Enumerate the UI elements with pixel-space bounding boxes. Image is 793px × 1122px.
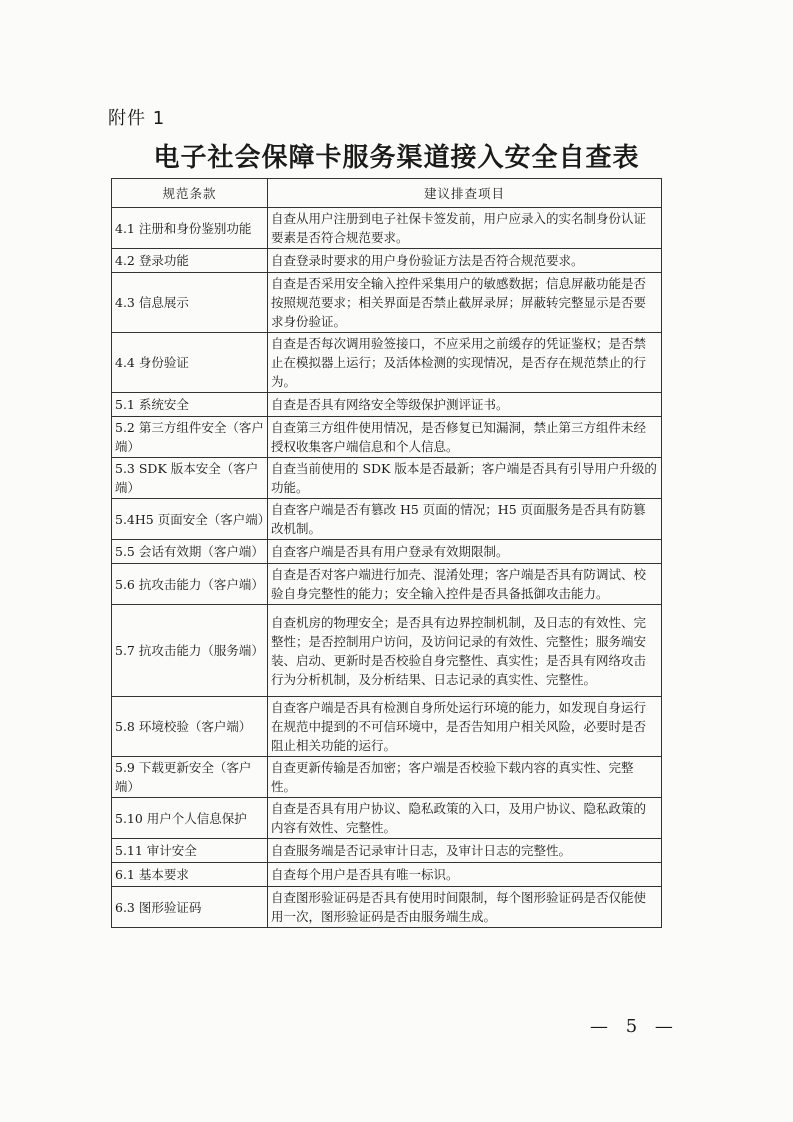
- table-row: [112, 393, 662, 417]
- attachment-label: 附件 1: [108, 108, 166, 129]
- clause-cell: 4.4 身份验证: [112, 333, 268, 393]
- clause-cell: 6.3 图形验证码: [112, 887, 268, 928]
- item-cell: 自查是否具有用户协议、隐私政策的入口，及用户协议、隐私政策的内容有效性、完整性。: [268, 798, 662, 839]
- self-check-table: [111, 178, 662, 928]
- table-row: [112, 333, 662, 393]
- table-header-row: [112, 179, 662, 208]
- header-clause: 规范条款: [112, 179, 268, 208]
- table-row: [112, 208, 662, 249]
- clause-cell: 5.6 抗攻击能力（客户端）: [112, 564, 268, 605]
- clause-cell: 5.3 SDK 版本安全（客户端）: [112, 458, 268, 499]
- table-row: [112, 458, 662, 499]
- clause-cell: 4.3 信息展示: [112, 273, 268, 333]
- item-cell: 自查机房的物理安全；是否具有边界控制机制，及日志的有效性、完整性；是否控制用户访问，及访问记录的有效性、完整性；服务端安装、启动、更新时是否校验自身完整性、真实性；是否具有网络攻击行为分析机制，及分析结果、日志记录的真实性、完整性。: [268, 605, 662, 697]
- table-row: [112, 863, 662, 887]
- table-row: [112, 564, 662, 605]
- clause-cell: 4.1 注册和身份鉴别功能: [112, 208, 268, 249]
- item-cell: 自查更新传输是否加密；客户端是否校验下载内容的真实性、完整性。: [268, 757, 662, 798]
- page-number: — 5 —: [590, 1016, 679, 1037]
- table-row: [112, 417, 662, 458]
- clause-cell: 5.8 环境校验（客户端）: [112, 697, 268, 757]
- header-item: 建议排查项目: [268, 179, 662, 208]
- page-title: 电子社会保障卡服务渠道接入安全自查表: [153, 143, 640, 173]
- clause-cell: 5.9 下载更新安全（客户端）: [112, 757, 268, 798]
- table-row: [112, 273, 662, 333]
- clause-cell: 5.11 审计安全: [112, 839, 268, 863]
- item-cell: 自查从用户注册到电子社保卡签发前，用户应录入的实名制身份认证要素是否符合规范要求。: [268, 208, 662, 249]
- table-row: [112, 605, 662, 697]
- clause-cell: 4.2 登录功能: [112, 249, 268, 273]
- clause-cell: 5.5 会话有效期（客户端）: [112, 540, 268, 564]
- clause-cell: 5.4H5 页面安全（客户端）: [112, 499, 268, 540]
- item-cell: 自查第三方组件使用情况，是否修复已知漏洞，禁止第三方组件未经授权收集客户端信息和个人信息。: [268, 417, 662, 458]
- table-row: [112, 839, 662, 863]
- table-row: [112, 757, 662, 798]
- clause-cell: 5.7 抗攻击能力（服务端）: [112, 605, 268, 697]
- item-cell: 自查是否对客户端进行加壳、混淆处理；客户端是否具有防调试、校验自身完整性的能力；安全输入控件是否具备抵御攻击能力。: [268, 564, 662, 605]
- item-cell: 自查登录时要求的用户身份验证方法是否符合规范要求。: [268, 249, 662, 273]
- item-cell: 自查是否每次调用验签接口，不应采用之前缓存的凭证鉴权；是否禁止在模拟器上运行；及活体检测的实现情况，是否存在规范禁止的行为。: [268, 333, 662, 393]
- item-cell: 自查客户端是否有篡改 H5 页面的情况；H5 页面服务是否具有防篡改机制。: [268, 499, 662, 540]
- clause-cell: 5.10 用户个人信息保护: [112, 798, 268, 839]
- item-cell: 自查当前使用的 SDK 版本是否最新；客户端是否具有引导用户升级的功能。: [268, 458, 662, 499]
- table-row: [112, 249, 662, 273]
- item-cell: 自查是否采用安全输入控件采集用户的敏感数据；信息屏蔽功能是否按照规范要求；相关界面是否禁止截屏录屏；屏蔽转完整显示是否要求身份验证。: [268, 273, 662, 333]
- clause-cell: 6.1 基本要求: [112, 863, 268, 887]
- item-cell: 自查图形验证码是否具有使用时间限制，每个图形验证码是否仅能使用一次，图形验证码是否由服务端生成。: [268, 887, 662, 928]
- item-cell: 自查客户端是否具有用户登录有效期限制。: [268, 540, 662, 564]
- clause-cell: 5.2 第三方组件安全（客户端）: [112, 417, 268, 458]
- item-cell: 自查每个用户是否具有唯一标识。: [268, 863, 662, 887]
- clause-cell: 5.1 系统安全: [112, 393, 268, 417]
- table-row: [112, 887, 662, 928]
- table-row: [112, 540, 662, 564]
- item-cell: 自查客户端是否具有检测自身所处运行环境的能力，如发现自身运行在规范中提到的不可信环境中，是否告知用户相关风险，必要时是否阻止相关功能的运行。: [268, 697, 662, 757]
- item-cell: 自查服务端是否记录审计日志，及审计日志的完整性。: [268, 839, 662, 863]
- item-cell: 自查是否具有网络安全等级保护测评证书。: [268, 393, 662, 417]
- table-row: [112, 499, 662, 540]
- table-row: [112, 798, 662, 839]
- table-row: [112, 697, 662, 757]
